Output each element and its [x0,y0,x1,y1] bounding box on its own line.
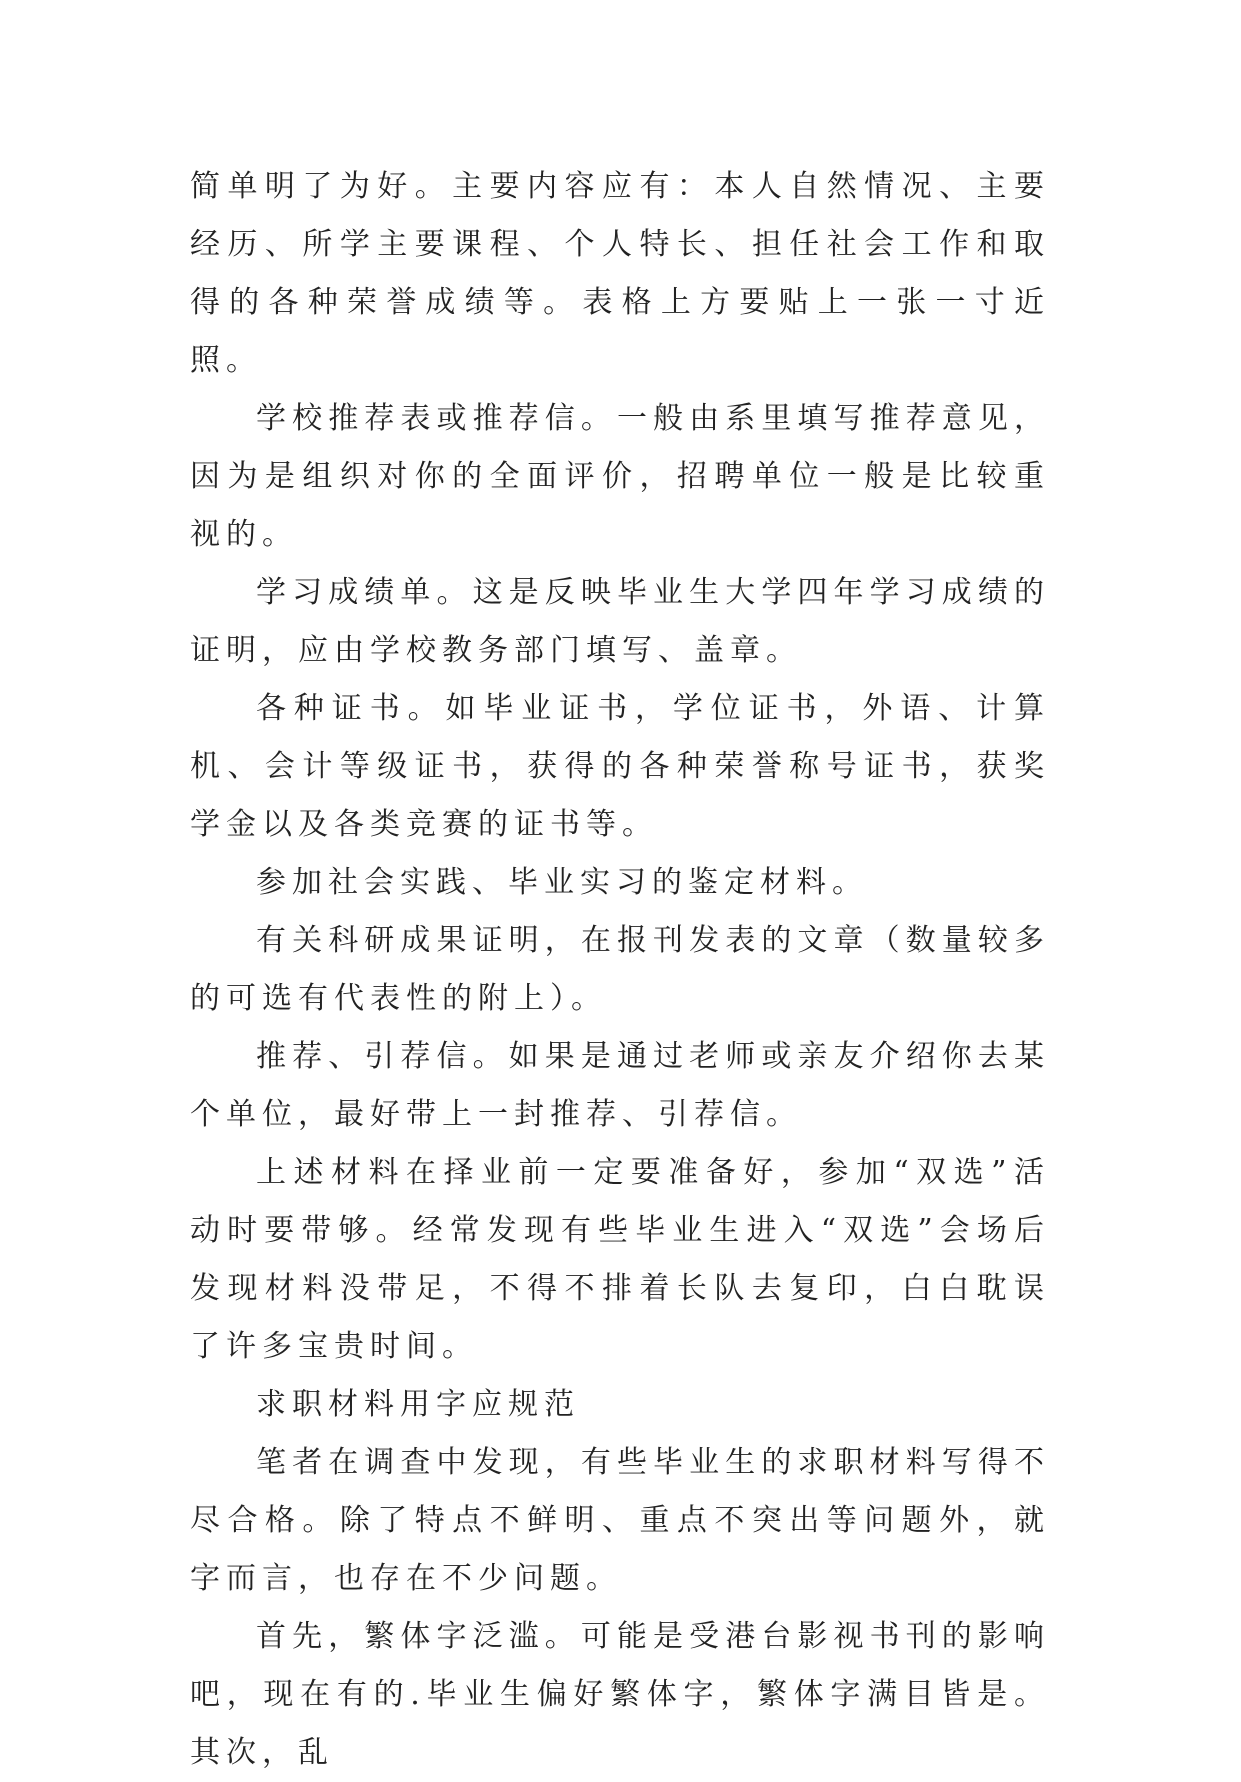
paragraph-referral-letter: 推荐、引荐信。如果是通过老师或亲友介绍你去某个单位，最好带上一封推荐、引荐信。 [190,1039,1050,1132]
paragraph-traditional-characters: 首先，繁体字泛滥。可能是受港台影视书刊的影响吧，现在有的.毕业生偏好繁体字，繁体字满目皆是。其次，乱 [190,1619,1050,1770]
document-body [190,158,1050,1782]
paragraph-recommendation-form: 学校推荐表或推荐信。一般由系里填写推荐意见，因为是组织对你的全面评价，招聘单位一般是比较重视的。 [190,401,1050,552]
paragraph-practice-materials: 参加社会实践、毕业实习的鉴定材料。 [256,865,868,900]
paragraph-certificates: 各种证书。如毕业证书，学位证书，外语、计算机、会计等级证书，获得的各种荣誉称号证书，获奖学金以及各类竞赛的证书等。 [190,691,1050,842]
section-heading: 求职材料用字应规范 [256,1387,580,1422]
paragraph-prepare-materials: 上述材料在择业前一定要准备好，参加“双选”活动时要带够。经常发现有些毕业生进入“双选”会场后发现材料没带足，不得不排着长队去复印，白白耽误了许多宝贵时间。 [190,1155,1050,1364]
paragraph-resume-content: 简单明了为好。主要内容应有：本人自然情况、主要经历、所学主要课程、个人特长、担任社会工作和取得的各种荣誉成绩等。表格上方要贴上一张一寸近照。 [190,169,1050,378]
paragraph-research-results: 有关科研成果证明，在报刊发表的文章（数量较多的可选有代表性的附上）。 [190,923,1050,1016]
paragraph-survey-findings: 笔者在调查中发现，有些毕业生的求职材料写得不尽合格。除了特点不鲜明、重点不突出等问题外，就字而言，也存在不少问题。 [190,1445,1050,1596]
paragraph-transcript: 学习成绩单。这是反映毕业生大学四年学习成绩的证明，应由学校教务部门填写、盖章。 [190,575,1050,668]
